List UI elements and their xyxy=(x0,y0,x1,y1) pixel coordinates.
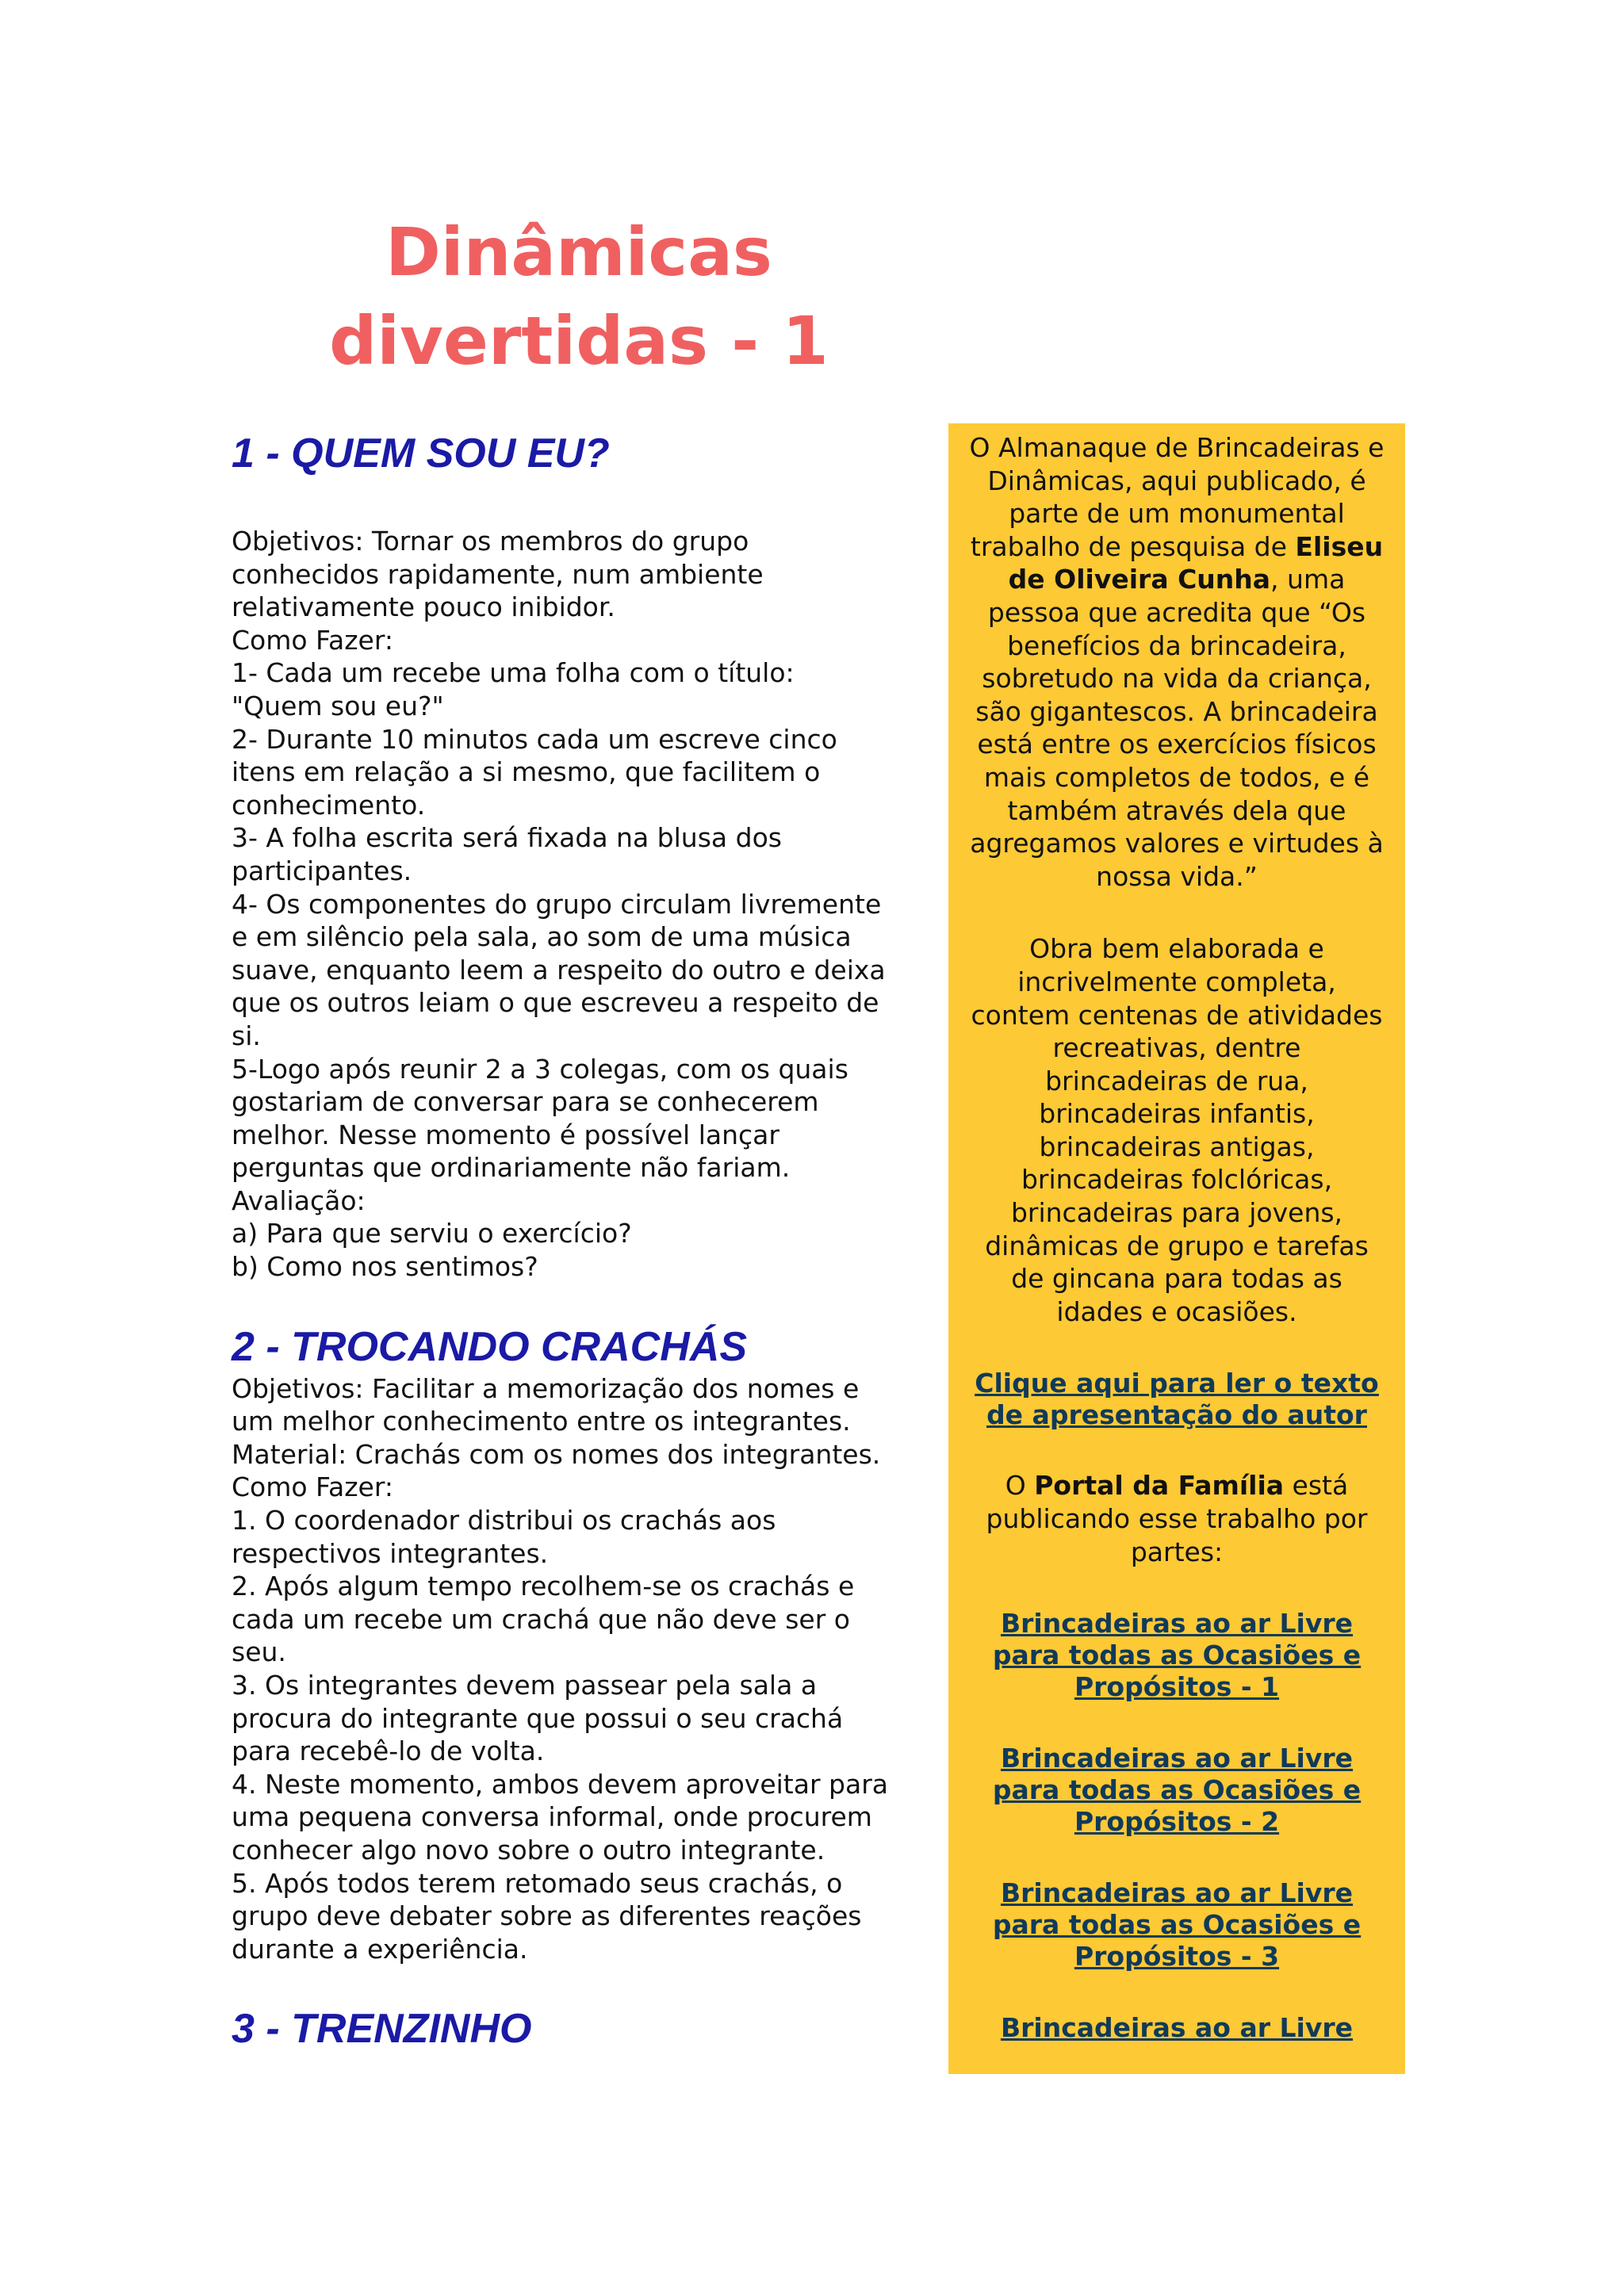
body-text-line: suave, enquanto leem a respeito do outro e deixa xyxy=(232,954,886,985)
body-text-line: "Quem sou eu?" xyxy=(232,690,444,721)
sidebar-text-line: Dinâmicas, aqui publicado, é xyxy=(987,465,1366,496)
part-link-2[interactable] xyxy=(952,1743,1402,1838)
body-text-line: grupo deve debater sobre as diferentes reações xyxy=(232,1900,862,1932)
author-presentation-link[interactable] xyxy=(952,1368,1402,1431)
body-text-line: um melhor conhecimento entre os integrantes. xyxy=(232,1406,851,1437)
sidebar-text-line: parte de um monumental xyxy=(1009,498,1345,530)
sidebar-text-line: brincadeiras para jovens, xyxy=(1010,1197,1343,1229)
body-text-line: procura do integrante que possui o seu crachá xyxy=(232,1702,844,1734)
body-text-line: Objetivos: Facilitar a memorização dos nomes e xyxy=(232,1372,860,1404)
part-link-3[interactable] xyxy=(952,1877,1402,1973)
body-text-line: uma pequena conversa informal, onde procurem xyxy=(232,1801,872,1833)
sidebar-text-line: mais completos de todos, e é xyxy=(983,761,1370,793)
portal-name: Portal da Família xyxy=(1034,1470,1285,1502)
sidebar-work-description xyxy=(952,932,1402,1328)
sidebar-text-line: recreativas, dentre xyxy=(1052,1032,1301,1064)
sidebar-text: trabalho de pesquisa de xyxy=(970,530,1296,562)
sidebar-text-line: O Almanaque de Brincadeiras e xyxy=(969,432,1385,463)
body-text-line: 1- Cada um recebe uma folha com o título: xyxy=(232,657,795,689)
body-text-line: 4- Os componentes do grupo circulam livremente xyxy=(232,888,882,920)
section-heading: 2 - TROCANDO CRACHÁS xyxy=(232,1323,747,1370)
sidebar-text: O xyxy=(1005,1470,1035,1502)
body-text-line: 5. Após todos terem retomado seus crachás, o xyxy=(232,1867,843,1899)
sidebar-text-line: contem centenas de atividades xyxy=(971,999,1383,1031)
main-content xyxy=(232,428,929,2054)
section-body xyxy=(232,525,929,1284)
link-text: para todas as Ocasiões e xyxy=(992,1640,1362,1671)
link-text: Brincadeiras ao ar Livre xyxy=(1000,1877,1354,1909)
body-text-line: b) Como nos sentimos? xyxy=(232,1251,538,1283)
sidebar-text-line: também através dela que xyxy=(1007,794,1346,826)
sidebar-text: , uma xyxy=(1270,564,1346,595)
body-text-line: Como Fazer: xyxy=(232,1471,393,1503)
sidebar-text-line: está entre os exercícios físicos xyxy=(977,729,1377,760)
body-text-line: que os outros leiam o que escreveu a respeito de xyxy=(232,987,879,1019)
body-text-line: respectivos integrantes. xyxy=(232,1537,549,1569)
body-text-line: cada um recebe um crachá que não deve ser o xyxy=(232,1603,850,1635)
link-text: Brincadeiras ao ar Livre xyxy=(1000,1743,1354,1774)
page-title-line: divertidas - 1 xyxy=(329,302,829,380)
page-title xyxy=(301,208,856,385)
link-text: Brincadeiras ao ar Livre xyxy=(1000,2012,1354,2044)
body-text-line: 2. Após algum tempo recolhem-se os crachás e xyxy=(232,1571,855,1602)
body-text-line: 5-Logo após reunir 2 a 3 colegas, com os quais xyxy=(232,1053,848,1085)
part-link-1[interactable] xyxy=(952,1608,1402,1703)
link-text: para todas as Ocasiões e xyxy=(992,1909,1362,1941)
sidebar-text-line: brincadeiras folclóricas, xyxy=(1021,1164,1333,1196)
body-text-line: relativamente pouco inibidor. xyxy=(232,591,615,623)
body-text-line: participantes. xyxy=(232,855,412,886)
body-text-line: Avaliação: xyxy=(232,1184,366,1216)
body-text-line: melhor. Nesse momento é possível lançar xyxy=(232,1119,779,1150)
sidebar-text-line: idades e ocasiões. xyxy=(1056,1295,1297,1327)
sidebar-text-line: são gigantescos. A brincadeira xyxy=(975,695,1378,727)
sidebar-text-line: Obra bem elaborada e xyxy=(1029,933,1324,965)
body-text-line: perguntas que ordinariamente não fariam. xyxy=(232,1152,791,1184)
link-text: Propósitos - 2 xyxy=(1074,1806,1280,1838)
body-text-line: Como Fazer: xyxy=(232,624,393,656)
sidebar-text-line: brincadeiras infantis, xyxy=(1039,1098,1315,1130)
link-text: Propósitos - 1 xyxy=(1074,1671,1280,1703)
body-text-line: si. xyxy=(232,1020,261,1051)
body-text-line: conhecer algo novo sobre o outro integrante. xyxy=(232,1834,825,1866)
sidebar-text-line: brincadeiras de rua, xyxy=(1045,1065,1308,1096)
body-text-line: 4. Neste momento, ambos devem aproveitar para xyxy=(232,1768,888,1800)
sidebar-text: está xyxy=(1284,1470,1349,1502)
body-text-line: Objetivos: Tornar os membros do grupo xyxy=(232,526,749,557)
sidebar-text-line: de gincana para todas as xyxy=(1011,1263,1342,1295)
body-text-line: 3. Os integrantes devem passear pela sala a xyxy=(232,1670,818,1701)
author-name: de Oliveira Cunha xyxy=(1008,564,1271,595)
body-text-line: 3- A folha escrita será fixada na blusa dos xyxy=(232,822,782,854)
sidebar-text-line xyxy=(952,530,1402,564)
body-text-line: e em silêncio pela sala, ao som de uma música xyxy=(232,921,852,953)
sidebar-text-line: agregamos valores e virtudes à xyxy=(970,828,1384,859)
sidebar-box xyxy=(948,423,1405,2074)
sidebar-intro xyxy=(952,431,1402,893)
sidebar-text-line: incrivelmente completa, xyxy=(1017,966,1336,997)
body-text-line: seu. xyxy=(232,1636,286,1668)
sidebar-text-line: sobretudo na vida da criança, xyxy=(982,663,1372,695)
sidebar-text-line xyxy=(952,1469,1402,1502)
sidebar-text-line: partes: xyxy=(1130,1536,1224,1567)
sidebar-portal-note xyxy=(952,1469,1402,1568)
sidebar-text-line: benefícios da brincadeira, xyxy=(1007,629,1346,661)
link-text: Clique aqui para ler o texto xyxy=(975,1368,1379,1399)
section-body xyxy=(232,1372,929,1966)
sidebar-text-line: brincadeiras antigas, xyxy=(1039,1131,1315,1162)
sidebar-text-line xyxy=(952,563,1402,596)
body-text-line: itens em relação a si mesmo, que facilitem o xyxy=(232,756,821,788)
author-name: Eliseu xyxy=(1295,530,1384,562)
sidebar-text-line: publicando esse trabalho por xyxy=(986,1503,1368,1535)
page-title-line: Dinâmicas xyxy=(385,213,772,291)
section-heading: 1 - QUEM SOU EU? xyxy=(232,430,610,476)
sidebar-text-line: pessoa que acredita que “Os xyxy=(987,596,1366,628)
body-text-line: durante a experiência. xyxy=(232,1933,528,1965)
section-heading: 3 - TRENZINHO xyxy=(232,2006,532,2053)
body-text-line: Material: Crachás com os nomes dos integrantes. xyxy=(232,1438,881,1470)
body-text-line: a) Para que serviu o exercício? xyxy=(232,1218,632,1249)
link-text: Propósitos - 3 xyxy=(1074,1941,1280,1973)
link-text: Brincadeiras ao ar Livre xyxy=(1000,1608,1354,1640)
sidebar-text-line: dinâmicas de grupo e tarefas xyxy=(985,1230,1369,1261)
body-text-line: conhecimento. xyxy=(232,789,426,821)
body-text-line: conhecidos rapidamente, num ambiente xyxy=(232,558,764,590)
body-text-line: 2- Durante 10 minutos cada um escreve cinco xyxy=(232,723,837,755)
body-text-line: para recebê-lo de volta. xyxy=(232,1735,545,1767)
body-text-line: 1. O coordenador distribui os crachás aos xyxy=(232,1505,776,1536)
link-text: de apresentação do autor xyxy=(986,1399,1367,1431)
sidebar-text-line: nossa vida.” xyxy=(1096,860,1258,892)
part-link-4[interactable] xyxy=(952,2012,1402,2044)
link-text: para todas as Ocasiões e xyxy=(992,1774,1362,1806)
body-text-line: gostariam de conversar para se conhecerem xyxy=(232,1086,819,1118)
